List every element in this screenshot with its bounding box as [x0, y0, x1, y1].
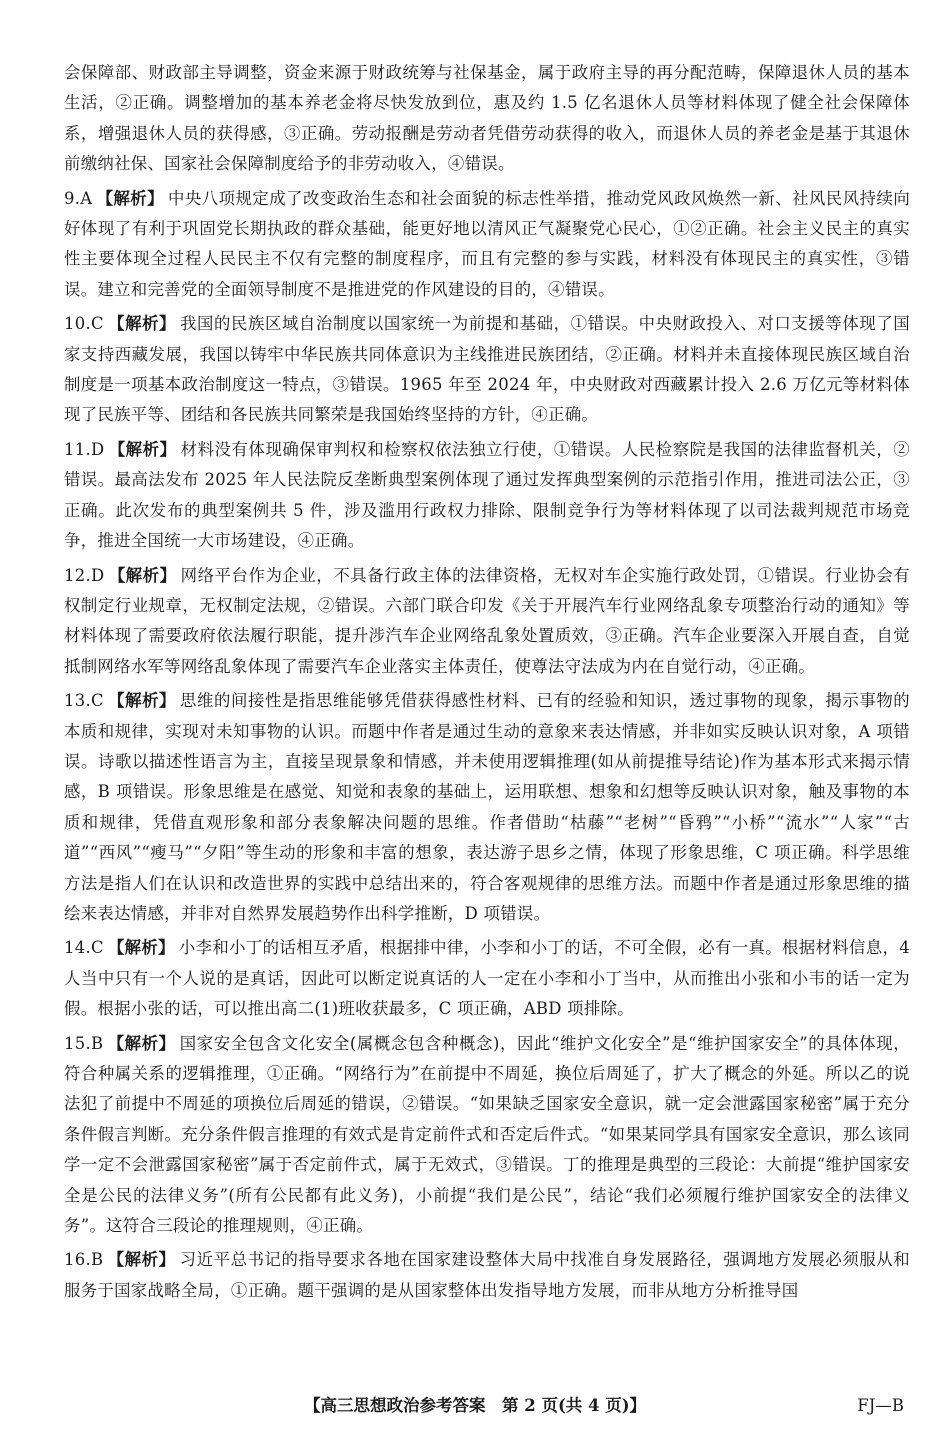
analysis-label: 【解析】	[107, 314, 177, 334]
answer-text: 思维的间接性是指思维能够凭借获得感性材料、已有的经验和知识，透过事物的现象，揭示事物的本质和规律，实现对未知事物的认识。而题中作者是通过生动的意象来表达情感，并非如实反映认识对象，A 项错误。诗歌以描述性语言为主，直接呈现景象和情感，并未使用逻辑推理(如从前提推导结论)作为基本形式来揭示情感，B 项错误。形象思维是在感觉、知觉和表象的基础上，运用联想、想象和幻想等反映认识对象，触及事物的本质和规律，凭借直观形象和部分表象解决问题的思维。作者借助“枯藤”“老树”“昏鸦”“小桥”“流水”“人家”“古道”“西风”“瘦马”“夕阳”等生动的形象和丰富的想象，表达游子思乡之情，体现了形象思维，C 项正确。科学思维方法是指人们在认识和改造世界的实践中总结出来的，符合客观规律的思维方法。而题中作者是通过形象思维的描绘来表达情感，并非对自然界发展趋势作出科学推断，D 项错误。	[64, 691, 910, 923]
footer-page-info: 【高三思想政治参考答案 第 2 页(共 4 页)】	[303, 1396, 647, 1415]
answer-item-16	[64, 1245, 910, 1306]
answer-item-13	[64, 686, 910, 929]
answer-number: 16.B	[64, 1250, 104, 1270]
intro-paragraph: 会保障部、财政部主导调整，资金来源于财政统筹与社保基金，属于政府主导的再分配范畴，保障退休人员的基本生活，②正确。调整增加的基本养老金将尽快发放到位，惠及约 1.5 亿名退休人员等材料体现了健全社会保障体系，增强退休人员的获得感，③正确。劳动报酬是劳动者凭借劳动获得的收入，而退休人员的养老金是基于其退休前缴纳社保、国家社会保障制度给予的非劳动收入，④错误。	[64, 63, 910, 174]
answer-item-11	[64, 435, 910, 557]
answer-text: 网络平台作为企业，不具备行政主体的法律资格，无权对车企实施行政处罚，①错误。行业协会有权制定行业规章，无权制定法规，②错误。六部门联合印发《关于开展汽车行业网络乱象专项整治行动的通知》等材料体现了需要政府依法履行职能，提升涉汽车企业网络乱象处置质效，③正确。汽车企业要深入开展自查，自觉抵制网络水军等网络乱象体现了需要汽车企业落实主体责任，使尊法守法成为内在自觉行动，④正确。	[64, 565, 911, 676]
answer-item-10	[64, 309, 910, 431]
answer-text: 习近平总书记的指导要求各地在国家建设整体大局中找准自身发展路径，强调地方发展必须服从和服务于国家战略全局，①正确。题干强调的是从国家整体出发指导地方发展，而非从地方分析推导国	[64, 1250, 910, 1300]
answer-text: 我国的民族区域自治制度以国家统一为前提和基础，①错误。中央财政投入、对口支援等体现了国家支持西藏发展，我国以铸牢中华民族共同体意识为主线推进民族团结，②正确。材料并未直接体现民族区域自治制度是一项基本政治制度这一特点，③错误。1965 年至 2024 年，中央财政对西藏累计投入 2.6 万亿元等材料体现了民族平等、团结和各民族共同繁荣是我国始终坚持的方针，④正确。	[64, 314, 910, 425]
analysis-label: 【解析】	[96, 188, 165, 208]
answer-text: 国家安全包含文化安全(属概念包含种概念)，因此“维护文化安全”是“维护国家安全”的具体体现，符合种属关系的逻辑推理，①正确。“网络行为”在前提中不周延，换位后周延了，扩大了概念的外延。所以乙的说法犯了前提中不周延的项换位后周延的错误，②错误。“如果缺乏国家安全意识，就一定会泄露国家秘密”属于充分条件假言判断。充分条件假言推理的有效式是肯定前件式和否定后件式。“如果某同学具有国家安全意识，那么该同学一定不会泄露国家秘密”属于否定前件式，属于无效式，③错误。丁的推理是典型的三段论：大前提“维护国家安全是公民的法律义务”(所有公民都有此义务)，小前提“我们是公民”，结论“我们必须履行维护国家安全的法律义务”。这符合三段论的推理规则，④正确。	[64, 1033, 911, 1236]
answer-text: 中央八项规定成了改变政治生态和社会面貌的标志性举措，推动党风政风焕然一新、社风民风持续向好体现了有利于巩固党长期执政的群众基础，能更好地以清风正气凝聚党心民心，①②正确。社会主义民主的真实性主要体现全过程人民民主不仅有完整的制度程序，而且有完整的参与实践，材料没有体现民主的真实性，③错误。建立和完善党的全面领导制度不是推进党的作风建设的目的，④错误。	[64, 188, 911, 299]
answer-item-14	[64, 933, 910, 1024]
footer-paper-code: FJ—B	[857, 1396, 904, 1415]
answer-item-9	[64, 184, 910, 306]
analysis-label: 【解析】	[107, 691, 177, 711]
analysis-label: 【解析】	[108, 439, 177, 459]
answer-text: 材料没有体现确保审判权和检察权依法独立行使，①错误。人民检察院是我国的法律监督机关，②错误。最高法发布 2025 年人民法院反垄断典型案例体现了通过发挥典型案例的示范指引作用，推进司法公正，③正确。此次发布的典型案例共 5 件，涉及滥用行政权力排除、限制竞争行为等材料体现了以司法裁判规范市场竞争，推进全国统一大市场建设，④正确。	[64, 439, 911, 551]
analysis-label: 【解析】	[107, 938, 175, 958]
answer-number: 12.D	[64, 565, 105, 585]
answer-number: 10.C	[64, 314, 104, 334]
page-footer	[0, 1390, 950, 1422]
answer-item-12	[64, 561, 910, 683]
answer-content	[64, 58, 910, 1310]
answer-number: 11.D	[64, 439, 105, 459]
answer-number: 13.C	[64, 691, 104, 711]
answer-number: 15.B	[64, 1033, 104, 1053]
analysis-label: 【解析】	[107, 1250, 176, 1270]
answer-number: 9.A	[64, 188, 93, 208]
answer-number: 14.C	[64, 938, 104, 958]
analysis-label: 【解析】	[107, 1033, 176, 1053]
answer-item-15	[64, 1029, 910, 1242]
analysis-label: 【解析】	[108, 565, 177, 585]
answer-text: 小李和小丁的话相互矛盾，根据排中律，小李和小丁的话，不可全假，必有一真。根据材料信息，4 人当中只有一个人说的是真话，因此可以断定说真话的人一定在小李和小丁当中，从而推出小张和小韦的话一定为假。根据小张的话，可以推出高二(1)班收获最多，C 项正确，ABD 项排除。	[64, 938, 910, 1019]
